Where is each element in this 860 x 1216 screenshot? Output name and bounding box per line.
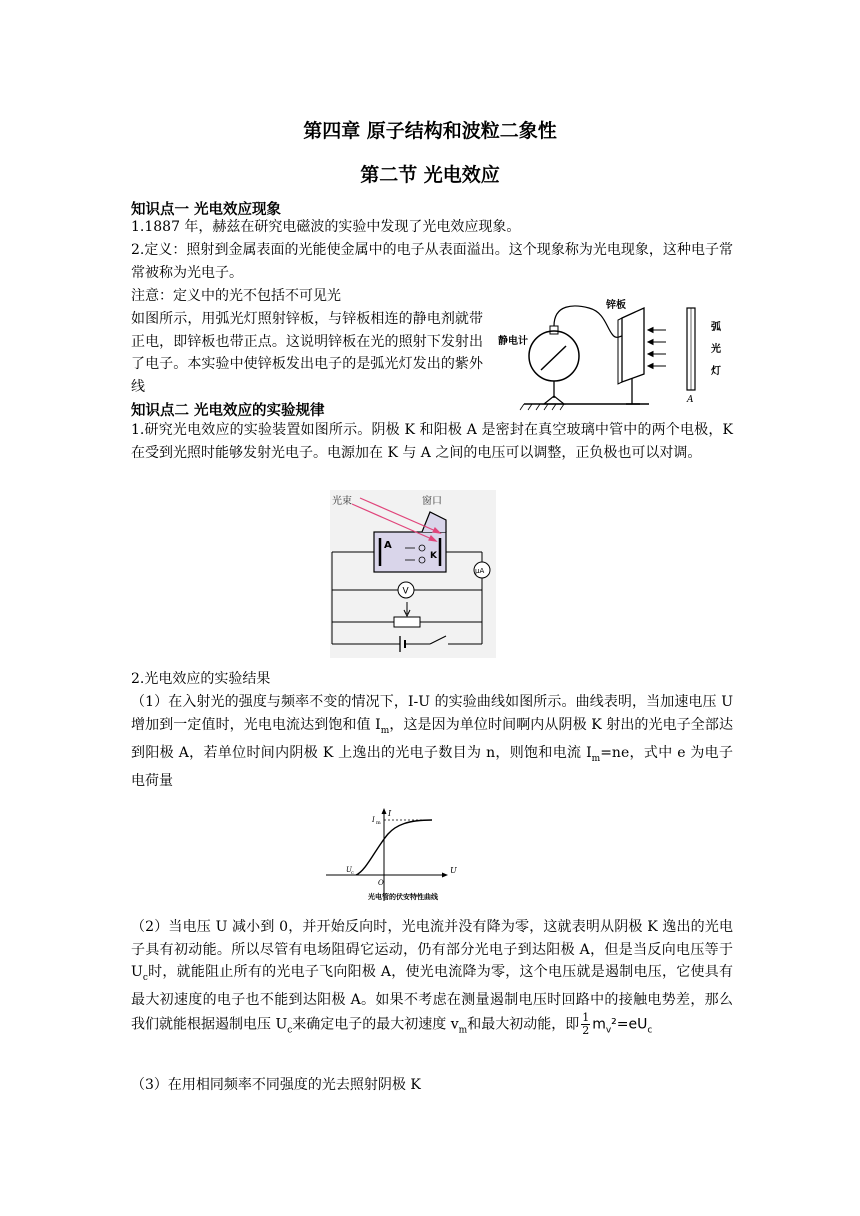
zinc-plate bbox=[622, 308, 644, 382]
voltmeter-label: V bbox=[402, 586, 409, 597]
cathode-label: K bbox=[430, 551, 437, 561]
section-title: 第二节 光电效应 bbox=[360, 164, 500, 186]
photoelectric-apparatus-figure bbox=[330, 490, 496, 658]
lamp-label-char-3: 灯 bbox=[711, 366, 721, 377]
zinc-plate-label: 锌板 bbox=[606, 300, 626, 311]
origin-label: O bbox=[378, 879, 384, 887]
kp2-paragraph-3: （1）在入射光的强度与频率不变的情况下，I-U 的实验曲线如图所示。曲线表明，当加速电压 U 增加到一定值时，光电电流达到饱和值 $I_m$，这是因为单位时间啊内从阴极 K 射出的光电子全部达到阳极 A，若单位时间内阴极 K 上逸出的光电子数目为 n，则饱和电流 $I_m=ne$，式中 e 为电子电荷量 bbox=[131, 694, 733, 790]
knowledge-point-2-heading: 知识点二 光电效应的实验规律 bbox=[131, 403, 325, 419]
kp2-paragraph-4: （2）当电压 U 减小到 0，并开始反向时，光电流并没有降为零，这就表明从阴极 K 逸出的光电子具有初动能。所以尽管有电场阻碍它运动，仍有部分光电子到达阳极 A，但是当反向电压等于 $U_c$时，就能阻止所有的光电子飞向阳极 A，使光电流降为零，这个电压就是遏制电压，它使具有最大初速度的电子也不能到达阳极 A。如果不考虑在测量遏制电压时回路中的接触电势差，那么我们就能根据遏制电压 $U_c$来确定电子的最大初速度 $v_m$和最大初动能，即 $\frac{1}{2}$ $m_v^2=eU_c$ bbox=[131, 919, 733, 1037]
uc-label: U bbox=[346, 866, 352, 874]
window-label: 窗口 bbox=[422, 496, 442, 507]
anode-label: A bbox=[384, 540, 392, 551]
beam-label: 光束 bbox=[332, 496, 352, 507]
rheostat bbox=[394, 617, 420, 627]
ground-hatch bbox=[520, 404, 564, 410]
electroscope-label: 静电计 bbox=[498, 336, 528, 347]
chapter-title: 第四章 原子结构和波粒二象性 bbox=[303, 120, 557, 142]
im-label: I bbox=[372, 816, 375, 824]
electroscope-body bbox=[529, 331, 579, 381]
iu-curve bbox=[356, 820, 432, 875]
i-axis-label: I bbox=[388, 809, 392, 818]
figure-background bbox=[330, 490, 496, 658]
zinc-plate-electroscope-figure bbox=[494, 296, 744, 412]
kp1-paragraph-1: 1.1887 年，赫兹在研究电磁波的实验中发现了光电效应现象。 bbox=[131, 219, 521, 235]
kp2-paragraph-5: （3）在用相同频率不同强度的光去照射阴极 K bbox=[131, 1077, 421, 1093]
iu-characteristic-curve-figure bbox=[322, 809, 472, 906]
knowledge-point-1-heading: 知识点一 光电效应现象 bbox=[131, 202, 282, 218]
u-axis-label: U bbox=[450, 866, 457, 875]
one-half-fraction: $\frac{1}{2}$ bbox=[582, 1010, 590, 1037]
kp1-paragraph-2: 2.定义：照射到金属表面的光能使金属中的电子从表面溢出。这个现象称为光电现象，这种电子常常被称为光电子。 bbox=[131, 242, 733, 281]
light-arrows bbox=[648, 328, 666, 369]
kp1-note: 注意：定义中的光不包括不可见光 bbox=[131, 288, 341, 304]
electroscope-needle bbox=[541, 346, 566, 370]
lamp-label-char-1: 弧 bbox=[711, 322, 721, 333]
kp2-paragraph-1: 1.研究光电效应的实验装置如图所示。阴极 K 和阳极 A 是密封在真空玻璃中管中的两个电极，K 在受到光照时能够发射光电子。电源加在 K 与 A 之间的电压可以调整，正负极也可以对调。 bbox=[131, 422, 733, 461]
ammeter-label: μA bbox=[475, 567, 485, 575]
kp1-paragraph-3: 如图所示，用弧光灯照射锌板，与锌板相连的静电剂就带正电，即锌板也带正点。这说明锌板在光的照射下发射出了电子。本实验中使锌板发出电子的是弧光灯发出的紫外线 bbox=[131, 311, 483, 395]
lamp-a-label: A bbox=[687, 395, 694, 405]
lamp-label-char-2: 光 bbox=[711, 344, 721, 355]
curve-caption: 光电管的伏安特性曲线 bbox=[368, 893, 438, 901]
im-label-sub: m bbox=[376, 820, 381, 826]
uc-label-sub: c bbox=[351, 870, 354, 876]
kp2-paragraph-2: 2.光电效应的实验结果 bbox=[131, 671, 271, 687]
